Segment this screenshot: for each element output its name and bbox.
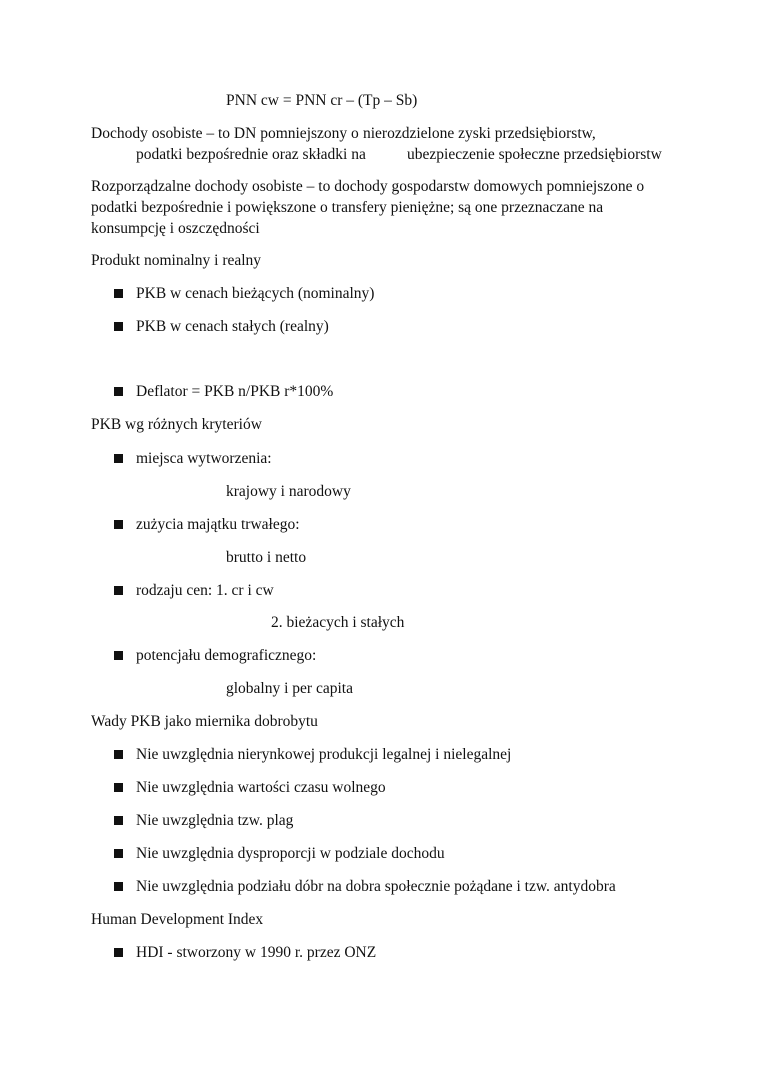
list-item: HDI - stworzony w 1990 r. przez ONZ (136, 944, 377, 961)
flaws-heading: Wady PKB jako miernika dobrobytu (91, 713, 318, 730)
bullet-square-icon (114, 816, 123, 825)
bullet-square-icon (114, 651, 123, 660)
list-item: potencjału demograficznego: (136, 647, 317, 664)
list-item: Nie uwzględnia podziału dóbr na dobra społecznie pożądane i tzw. antydobra (136, 878, 616, 895)
bullet-square-icon (114, 783, 123, 792)
pnn-formula: PNN cw = PNN cr – (Tp – Sb) (226, 92, 418, 109)
personal-income-line1b: nierozdzielone zyski przedsiębiorstw, (363, 125, 596, 142)
bullet-square-icon (114, 387, 123, 396)
list-item: rodzaju cen: 1. cr i cw (136, 582, 274, 599)
bullet-square-icon (114, 520, 123, 529)
bullet-square-icon (114, 586, 123, 595)
bullet-square-icon (114, 849, 123, 858)
disposable-income-line3: konsumpcję i oszczędności (91, 220, 260, 237)
bullet-square-icon (114, 882, 123, 891)
bullet-square-icon (114, 454, 123, 463)
list-item: Nie uwzględnia tzw. plag (136, 812, 294, 829)
personal-income-line1a: Dochody osobiste – to DN pomniejszony o (91, 125, 359, 142)
list-item-detail: krajowy i narodowy (226, 483, 351, 500)
list-item-detail: 2. bieżacych i stałych (271, 614, 405, 631)
list-item-detail: globalny i per capita (226, 680, 353, 697)
personal-income-line2a: podatki bezpośrednie oraz składki na (136, 146, 366, 163)
list-item-detail: brutto i netto (226, 549, 307, 566)
list-item: zużycia majątku trwałego: (136, 516, 300, 533)
bullet-square-icon (114, 322, 123, 331)
list-item: Nie uwzględnia dysproporcji w podziale dochodu (136, 845, 445, 862)
criteria-heading: PKB wg różnych kryteriów (91, 416, 262, 433)
personal-income-line2b: ubezpieczenie społeczne przedsiębiorstw (407, 146, 662, 163)
list-item: Nie uwzględnia wartości czasu wolnego (136, 779, 386, 796)
list-item: PKB w cenach stałych (realny) (136, 318, 329, 335)
list-item: Deflator = PKB n/PKB r*100% (136, 383, 334, 400)
hdi-heading: Human Development Index (91, 911, 264, 928)
list-item: Nie uwzględnia nierynkowej produkcji legalnej i nielegalnej (136, 746, 512, 763)
bullet-square-icon (114, 750, 123, 759)
disposable-income-line2: podatki bezpośrednie i powiększone o transfery pieniężne; są one przeznaczane na (91, 199, 604, 216)
list-item: PKB w cenach bieżących (nominalny) (136, 285, 375, 302)
list-item: miejsca wytworzenia: (136, 450, 272, 467)
disposable-income-line1: Rozporządzalne dochody osobiste – to dochody gospodarstw domowych pomniejszone o (91, 178, 645, 195)
nominal-real-heading: Produkt nominalny i realny (91, 252, 262, 269)
bullet-square-icon (114, 289, 123, 298)
bullet-square-icon (114, 948, 123, 957)
